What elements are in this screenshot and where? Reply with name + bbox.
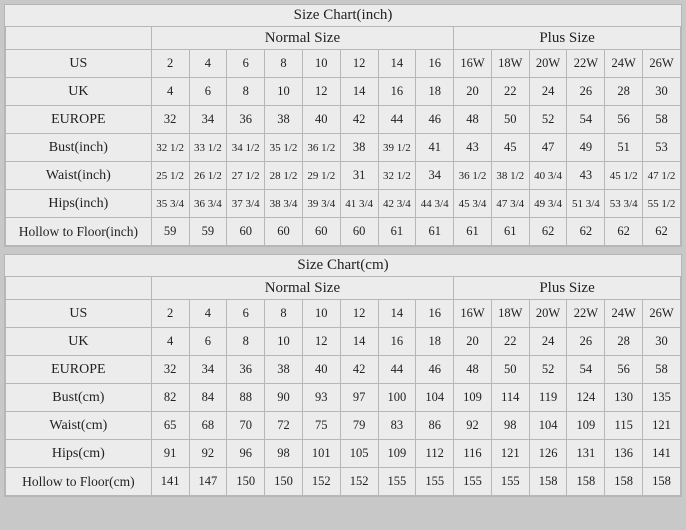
- table-cell: 155: [416, 468, 454, 496]
- table-cell: 18: [416, 328, 454, 356]
- table-cell: 46: [416, 106, 454, 134]
- row-label: Waist(inch): [6, 162, 152, 190]
- table-cell: 100: [378, 384, 416, 412]
- table-cell: 22W: [567, 50, 605, 78]
- table-cell: 40: [302, 356, 340, 384]
- table-cell: 24W: [605, 300, 643, 328]
- row-label: US: [6, 50, 152, 78]
- table-cell: 14: [340, 78, 378, 106]
- table-cell: 18W: [491, 50, 529, 78]
- table-cell: 79: [340, 412, 378, 440]
- size-chart-cm-table: [5, 255, 681, 496]
- table-cell: 46: [416, 356, 454, 384]
- table-cell: 6: [227, 300, 265, 328]
- table-cell: 152: [302, 468, 340, 496]
- row-label: Hollow to Floor(inch): [6, 218, 152, 246]
- table-cell: 98: [265, 440, 303, 468]
- table-cell: 141: [151, 468, 189, 496]
- table-cell: 112: [416, 440, 454, 468]
- table-cell: 124: [567, 384, 605, 412]
- table-cell: 147: [189, 468, 227, 496]
- table-cell: 61: [491, 218, 529, 246]
- chart-title: Size Chart(cm): [6, 255, 681, 277]
- table-cell: 61: [416, 218, 454, 246]
- table-cell: 33 1/2: [189, 134, 227, 162]
- table-cell: 130: [605, 384, 643, 412]
- table-cell: 90: [265, 384, 303, 412]
- table-cell: 6: [227, 50, 265, 78]
- table-cell: 18: [416, 78, 454, 106]
- table-cell: 62: [643, 218, 681, 246]
- size-chart-cm-body: [6, 255, 681, 496]
- table-cell: 14: [378, 300, 416, 328]
- table-cell: 20W: [529, 50, 567, 78]
- table-cell: 109: [378, 440, 416, 468]
- table-cell: 32: [151, 106, 189, 134]
- table-cell: 51: [605, 134, 643, 162]
- table-cell: 10: [302, 50, 340, 78]
- table-cell: 36: [227, 356, 265, 384]
- table-row: [6, 300, 681, 328]
- table-cell: 62: [605, 218, 643, 246]
- table-cell: 24: [529, 328, 567, 356]
- table-cell: 12: [302, 328, 340, 356]
- table-cell: 119: [529, 384, 567, 412]
- table-cell: 84: [189, 384, 227, 412]
- table-cell: 47: [529, 134, 567, 162]
- group-header-blank: [6, 27, 152, 50]
- table-cell: 44: [378, 356, 416, 384]
- table-cell: 8: [227, 78, 265, 106]
- table-row: [6, 190, 681, 218]
- table-cell: 10: [265, 78, 303, 106]
- table-cell: 54: [567, 356, 605, 384]
- table-cell: 45 1/2: [605, 162, 643, 190]
- table-cell: 59: [151, 218, 189, 246]
- table-cell: 91: [151, 440, 189, 468]
- table-cell: 42 3/4: [378, 190, 416, 218]
- table-row: [6, 78, 681, 106]
- table-row: [6, 356, 681, 384]
- group-header-normal-size: Normal Size: [151, 27, 453, 50]
- table-cell: 30: [643, 78, 681, 106]
- table-cell: 52: [529, 356, 567, 384]
- table-cell: 92: [189, 440, 227, 468]
- table-cell: 32 1/2: [378, 162, 416, 190]
- table-cell: 60: [265, 218, 303, 246]
- table-cell: 72: [265, 412, 303, 440]
- table-cell: 98: [491, 412, 529, 440]
- table-cell: 26: [567, 78, 605, 106]
- table-cell: 62: [529, 218, 567, 246]
- table-cell: 43: [567, 162, 605, 190]
- table-cell: 158: [529, 468, 567, 496]
- group-header-plus-size: Plus Size: [454, 277, 681, 300]
- table-cell: 116: [454, 440, 492, 468]
- table-cell: 58: [643, 106, 681, 134]
- table-cell: 40: [302, 106, 340, 134]
- table-cell: 36 1/2: [302, 134, 340, 162]
- table-cell: 82: [151, 384, 189, 412]
- table-cell: 22W: [567, 300, 605, 328]
- table-cell: 28 1/2: [265, 162, 303, 190]
- table-cell: 45 3/4: [454, 190, 492, 218]
- table-cell: 158: [643, 468, 681, 496]
- table-cell: 35 3/4: [151, 190, 189, 218]
- group-header-normal-size: Normal Size: [151, 277, 453, 300]
- table-cell: 34 1/2: [227, 134, 265, 162]
- table-cell: 155: [454, 468, 492, 496]
- table-cell: 158: [605, 468, 643, 496]
- table-cell: 20: [454, 78, 492, 106]
- chart-title-row: [6, 5, 681, 27]
- group-header-row: [6, 27, 681, 50]
- table-cell: 22: [491, 328, 529, 356]
- table-cell: 49 3/4: [529, 190, 567, 218]
- table-cell: 6: [189, 328, 227, 356]
- table-cell: 34: [416, 162, 454, 190]
- table-cell: 115: [605, 412, 643, 440]
- row-label: Hollow to Floor(cm): [6, 468, 152, 496]
- table-cell: 30: [643, 328, 681, 356]
- table-cell: 52: [529, 106, 567, 134]
- table-cell: 59: [189, 218, 227, 246]
- table-cell: 36 3/4: [189, 190, 227, 218]
- table-cell: 26W: [643, 300, 681, 328]
- table-cell: 28: [605, 328, 643, 356]
- table-cell: 155: [378, 468, 416, 496]
- table-cell: 105: [340, 440, 378, 468]
- table-cell: 51 3/4: [567, 190, 605, 218]
- table-cell: 88: [227, 384, 265, 412]
- table-cell: 41 3/4: [340, 190, 378, 218]
- row-label: UK: [6, 78, 152, 106]
- table-cell: 65: [151, 412, 189, 440]
- table-cell: 104: [416, 384, 454, 412]
- table-cell: 48: [454, 106, 492, 134]
- table-cell: 44: [378, 106, 416, 134]
- table-cell: 8: [227, 328, 265, 356]
- group-header-blank: [6, 277, 152, 300]
- table-cell: 60: [227, 218, 265, 246]
- table-cell: 24W: [605, 50, 643, 78]
- table-cell: 50: [491, 356, 529, 384]
- table-cell: 48: [454, 356, 492, 384]
- table-cell: 16: [378, 328, 416, 356]
- table-cell: 54: [567, 106, 605, 134]
- row-label: UK: [6, 328, 152, 356]
- table-cell: 34: [189, 106, 227, 134]
- table-cell: 42: [340, 106, 378, 134]
- table-row: [6, 134, 681, 162]
- table-cell: 28: [605, 78, 643, 106]
- table-cell: 39 3/4: [302, 190, 340, 218]
- table-cell: 12: [340, 50, 378, 78]
- group-header-plus-size: Plus Size: [454, 27, 681, 50]
- table-cell: 26 1/2: [189, 162, 227, 190]
- table-cell: 10: [302, 300, 340, 328]
- table-cell: 14: [340, 328, 378, 356]
- table-row: [6, 218, 681, 246]
- chart-title-row: [6, 255, 681, 277]
- table-cell: 49: [567, 134, 605, 162]
- table-cell: 83: [378, 412, 416, 440]
- table-cell: 86: [416, 412, 454, 440]
- table-cell: 61: [454, 218, 492, 246]
- table-cell: 37 3/4: [227, 190, 265, 218]
- table-cell: 36: [227, 106, 265, 134]
- table-cell: 2: [151, 300, 189, 328]
- table-cell: 26W: [643, 50, 681, 78]
- table-cell: 18W: [491, 300, 529, 328]
- table-cell: 10: [265, 328, 303, 356]
- table-cell: 47 1/2: [643, 162, 681, 190]
- row-label: Hips(cm): [6, 440, 152, 468]
- table-cell: 136: [605, 440, 643, 468]
- size-chart-inch: [4, 4, 682, 247]
- chart-title: Size Chart(inch): [6, 5, 681, 27]
- table-row: [6, 440, 681, 468]
- row-label: Hips(inch): [6, 190, 152, 218]
- table-row: [6, 162, 681, 190]
- table-cell: 16: [416, 300, 454, 328]
- table-row: [6, 50, 681, 78]
- table-cell: 114: [491, 384, 529, 412]
- table-cell: 38 1/2: [491, 162, 529, 190]
- table-cell: 62: [567, 218, 605, 246]
- table-cell: 31: [340, 162, 378, 190]
- table-cell: 60: [302, 218, 340, 246]
- table-cell: 32: [151, 356, 189, 384]
- table-cell: 141: [643, 440, 681, 468]
- row-label: US: [6, 300, 152, 328]
- table-cell: 6: [189, 78, 227, 106]
- table-cell: 16: [378, 78, 416, 106]
- table-cell: 4: [189, 50, 227, 78]
- size-chart-cm: [4, 254, 682, 497]
- table-cell: 93: [302, 384, 340, 412]
- table-cell: 61: [378, 218, 416, 246]
- size-chart-inch-table: [5, 5, 681, 246]
- table-cell: 42: [340, 356, 378, 384]
- group-header-row: [6, 277, 681, 300]
- table-cell: 121: [491, 440, 529, 468]
- table-cell: 47 3/4: [491, 190, 529, 218]
- row-label: EUROPE: [6, 356, 152, 384]
- table-cell: 26: [567, 328, 605, 356]
- table-cell: 4: [151, 328, 189, 356]
- table-cell: 20W: [529, 300, 567, 328]
- table-cell: 150: [265, 468, 303, 496]
- table-cell: 101: [302, 440, 340, 468]
- table-cell: 40 3/4: [529, 162, 567, 190]
- table-cell: 135: [643, 384, 681, 412]
- table-cell: 56: [605, 106, 643, 134]
- row-label: Bust(cm): [6, 384, 152, 412]
- table-row: [6, 384, 681, 412]
- table-cell: 14: [378, 50, 416, 78]
- table-cell: 158: [567, 468, 605, 496]
- table-cell: 152: [340, 468, 378, 496]
- table-cell: 92: [454, 412, 492, 440]
- table-cell: 38 3/4: [265, 190, 303, 218]
- table-cell: 109: [454, 384, 492, 412]
- table-cell: 44 3/4: [416, 190, 454, 218]
- table-cell: 2: [151, 50, 189, 78]
- table-cell: 38: [265, 106, 303, 134]
- table-cell: 53 3/4: [605, 190, 643, 218]
- table-cell: 55 1/2: [643, 190, 681, 218]
- table-cell: 38: [340, 134, 378, 162]
- table-row: [6, 468, 681, 496]
- table-cell: 150: [227, 468, 265, 496]
- table-cell: 35 1/2: [265, 134, 303, 162]
- table-cell: 4: [189, 300, 227, 328]
- table-cell: 4: [151, 78, 189, 106]
- table-cell: 126: [529, 440, 567, 468]
- table-cell: 43: [454, 134, 492, 162]
- table-cell: 53: [643, 134, 681, 162]
- table-cell: 36 1/2: [454, 162, 492, 190]
- table-cell: 27 1/2: [227, 162, 265, 190]
- table-cell: 8: [265, 300, 303, 328]
- row-label: EUROPE: [6, 106, 152, 134]
- table-cell: 16W: [454, 50, 492, 78]
- table-cell: 24: [529, 78, 567, 106]
- row-label: Bust(inch): [6, 134, 152, 162]
- table-cell: 109: [567, 412, 605, 440]
- table-cell: 39 1/2: [378, 134, 416, 162]
- table-cell: 70: [227, 412, 265, 440]
- table-cell: 60: [340, 218, 378, 246]
- table-cell: 38: [265, 356, 303, 384]
- table-cell: 20: [454, 328, 492, 356]
- table-row: [6, 328, 681, 356]
- table-cell: 155: [491, 468, 529, 496]
- table-cell: 45: [491, 134, 529, 162]
- table-cell: 22: [491, 78, 529, 106]
- table-row: [6, 106, 681, 134]
- table-cell: 75: [302, 412, 340, 440]
- table-cell: 29 1/2: [302, 162, 340, 190]
- table-cell: 8: [265, 50, 303, 78]
- table-cell: 121: [643, 412, 681, 440]
- table-cell: 104: [529, 412, 567, 440]
- table-cell: 68: [189, 412, 227, 440]
- table-cell: 12: [302, 78, 340, 106]
- table-cell: 32 1/2: [151, 134, 189, 162]
- table-cell: 41: [416, 134, 454, 162]
- table-cell: 96: [227, 440, 265, 468]
- row-label: Waist(cm): [6, 412, 152, 440]
- table-cell: 97: [340, 384, 378, 412]
- table-cell: 16: [416, 50, 454, 78]
- size-chart-inch-body: [6, 5, 681, 246]
- table-cell: 12: [340, 300, 378, 328]
- table-cell: 131: [567, 440, 605, 468]
- table-cell: 34: [189, 356, 227, 384]
- table-cell: 50: [491, 106, 529, 134]
- table-cell: 25 1/2: [151, 162, 189, 190]
- table-row: [6, 412, 681, 440]
- table-cell: 56: [605, 356, 643, 384]
- table-cell: 16W: [454, 300, 492, 328]
- table-cell: 58: [643, 356, 681, 384]
